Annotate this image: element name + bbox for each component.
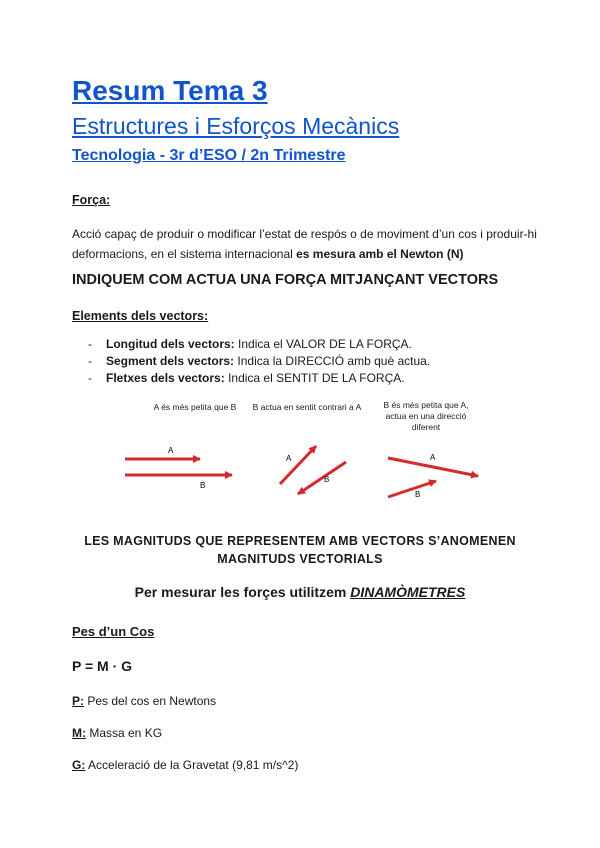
definition-m bbox=[72, 726, 162, 740]
definition-g bbox=[72, 758, 298, 772]
elements-heading: Elements dels vectors: bbox=[72, 309, 209, 323]
forca-bold: es mesura amb el Newton (N) bbox=[296, 247, 464, 261]
def-text: Pes del cos en Newtons bbox=[84, 694, 217, 708]
dinamometres-line bbox=[60, 584, 540, 600]
vector-a-arrow bbox=[280, 446, 316, 484]
pes-formula: P = M · G bbox=[72, 658, 133, 674]
item-term: Fletxes dels vectors: bbox=[106, 371, 225, 385]
item-desc: Indica el VALOR DE LA FORÇA. bbox=[234, 337, 412, 351]
course-line: Tecnologia - 3r d’ESO / 2n Trimestre bbox=[72, 147, 346, 164]
vector-label-b: B bbox=[415, 490, 421, 499]
vector-label-a: A bbox=[286, 454, 292, 463]
vector-label-a: A bbox=[430, 453, 436, 462]
def-key: M: bbox=[72, 726, 86, 740]
vectors-heading: INDIQUEM COM ACTUA UNA FORÇA MITJANÇANT VECTORS bbox=[72, 272, 499, 288]
diagram-caption-2: B actua en sentit contrari a A bbox=[252, 402, 362, 412]
item-desc: Indica el SENTIT DE LA FORÇA. bbox=[224, 371, 405, 385]
def-key: G: bbox=[72, 758, 86, 772]
vector-label-b: B bbox=[200, 481, 206, 490]
def-key: P: bbox=[72, 694, 84, 708]
item-term: Longitud dels vectors: bbox=[106, 337, 235, 351]
diagram-caption-3: B és més petita que A, actua en una direcció diferent bbox=[383, 400, 469, 432]
dinamo-emph: DINAMÒMETRES bbox=[350, 584, 466, 600]
item-desc: Indica la DIRECCIÓ amb què actua. bbox=[234, 354, 431, 368]
pes-heading: Pes d’un Cos bbox=[72, 624, 155, 639]
vector-b-arrow bbox=[388, 481, 436, 497]
definition-p bbox=[72, 694, 216, 708]
page-subtitle: Estructures i Esforços Mecànics bbox=[72, 113, 400, 139]
item-term: Segment dels vectors: bbox=[106, 354, 235, 368]
def-text: Massa en KG bbox=[86, 726, 163, 740]
vector-b-arrow bbox=[298, 462, 346, 494]
vector-label-b: B bbox=[324, 475, 330, 484]
forca-heading: Força: bbox=[72, 193, 111, 207]
diagram-caption-1: A és més petita que B bbox=[153, 402, 237, 412]
page-title: Resum Tema 3 bbox=[72, 75, 268, 106]
dinamo-prefix: Per mesurar les forçes utilitzem bbox=[134, 584, 351, 600]
vector-label-a: A bbox=[168, 446, 174, 455]
forca-text: Acció capaç de produir o modificar l’estat de respós o de moviment d’un cos i produir-hi deformacions, en el sistema internacional bbox=[72, 227, 537, 261]
magnituds-statement: LES MAGNITUDS QUE REPRESENTEM AMB VECTORS S’ANOMENEN MAGNITUDS VECTORIALS bbox=[84, 534, 516, 566]
def-text: Acceleració de la Gravetat (9,81 m/s^2) bbox=[85, 758, 299, 772]
